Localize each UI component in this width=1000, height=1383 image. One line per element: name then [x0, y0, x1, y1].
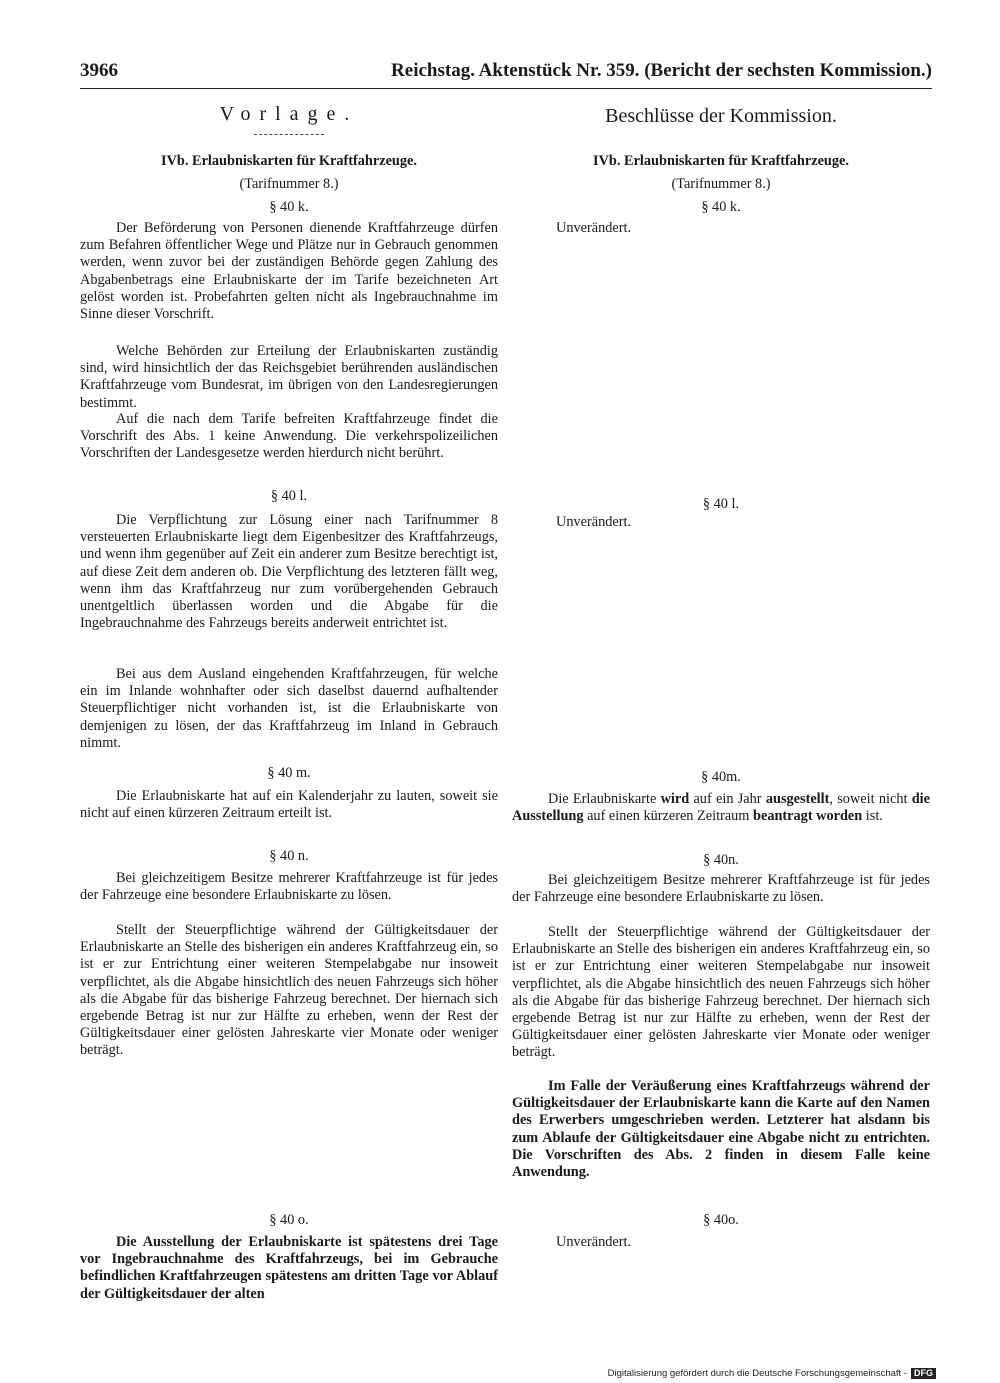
left-40k-paragraph-2: Welche Behörden zur Erteilung der Erlaubniskarten zuständig sind, wird hinsichtlich der das Reichsgebiet berührenden ausländischen Kraftfahrzeuge vom Bundesrat, im übrigen von den Landesregierungen bestimmt.	[80, 343, 498, 411]
right-column-heading: Beschlüsse der Kommission.	[605, 105, 837, 127]
left-para-40m-heading: § 40 m.	[267, 765, 311, 781]
right-40m-text-c: auf ein Jahr	[689, 791, 766, 807]
left-para-40n-heading: § 40 n.	[269, 848, 309, 864]
running-header	[80, 60, 932, 86]
right-para-40k-heading: § 40 k.	[701, 199, 741, 215]
right-para-40l-heading: § 40 l.	[702, 496, 740, 512]
right-40l-unchanged: Unverändert.	[556, 514, 632, 530]
right-para-40m-heading: § 40m.	[701, 769, 741, 785]
left-40n-paragraph-2: Stellt der Steuerpflichtige während der Gültigkeitsdauer der Erlaubniskarte an Stelle des bisherigen ein anderes Kraftfahrzeug ein, so ist er zur Entrichtung einer weiteren Stempelabgabe nur insoweit verpflichtet, als die Abgabe hinsichtlich des neuen Fahrzeugs sich höher als die Abgabe für das bisherige Fahrzeug berechnet. Der hiernach sich ergebende Betrag ist nur zur Hälfte zu erheben, wenn der Rest der Gültigkeitsdauer einer gelösten Jahreskarte vier Monate oder weniger beträgt.	[80, 922, 498, 1059]
left-40l-paragraph-2: Bei aus dem Ausland eingehenden Kraftfahrzeugen, für welche ein im Inlande wohnhafter oder sich daselbst dauernd aufhaltender Steuerpflichtiger nicht vorhanden ist, ist die Erlaubniskarte von demjenigen zu lösen, der das Kraftfahrzeug im Inland in Gebrauch nimmt.	[80, 666, 498, 751]
right-40m-amend-wird: wird	[660, 791, 690, 807]
right-para-40n-heading: § 40n.	[703, 852, 739, 868]
left-section-title: IVb. Erlaubniskarten für Kraftfahrzeuge.	[161, 153, 417, 169]
digitization-credit	[608, 1368, 936, 1379]
right-tariff-number: (Tarifnummer 8.)	[671, 176, 771, 192]
left-40o-paragraph-1: Die Ausstellung der Erlaubniskarte ist spätestens drei Tage vor Ingebrauchnahme des Kraftfahrzeugs, bei im Gebrauche befindlichen Kraftfahrzeugen spätestens am dritten Tage vor Ablauf der Gültigkeitsdauer der alten	[80, 1234, 498, 1302]
left-40k-paragraph-1: Der Beförderung von Personen dienende Kraftfahrzeuge dürfen zum Befahren öffentlicher Wege und Plätze nur in Gebrauch genommen werden, wenn zuvor bei der zuständigen Behörde gegen Zahlung des Abgabenbetrags eine Erlaubniskarte der im Tarife bezeichneten Art gelöst worden ist. Probefahrten gelten nicht als Ingebrauchnahme im Sinne dieser Vorschrift.	[80, 220, 498, 323]
left-para-40o-heading: § 40 o.	[269, 1212, 309, 1228]
left-column-heading: Vorlage.	[219, 103, 359, 125]
right-40m-amend-ausgestellt: ausgestellt	[765, 791, 830, 807]
credit-text: Digitalisierung gefördert durch die Deutsche Forschungsgemeinschaft -	[607, 1368, 907, 1379]
right-40m-text-i: ist.	[862, 808, 883, 825]
left-40n-paragraph-1: Bei gleichzeitigem Besitze mehrerer Kraftfahrzeuge ist für jedes der Fahrzeuge eine besondere Erlaubniskarte zu lösen.	[80, 870, 498, 904]
right-40m-amend-ausstellung: die Ausstellung	[512, 791, 930, 825]
left-heading-rule	[254, 134, 324, 135]
left-40m-paragraph-1: Die Erlaubniskarte hat auf ein Kalenderjahr zu lauten, soweit sie nicht auf einen kürzeren Zeitraum erteilt ist.	[80, 788, 498, 822]
right-40k-unchanged: Unverändert.	[556, 220, 632, 236]
right-40m-paragraph-1	[512, 791, 930, 825]
left-40l-paragraph-1: Die Verpflichtung zur Lösung einer nach Tarifnummer 8 versteuerten Erlaubniskarte liegt dem Eigenbesitzer des Kraftfahrzeugs, und wenn ihm gegenüber auf Zeit ein anderer zum Besitze berechtigt ist, auf diese Zeit dem anderen ob. Die Verpflichtung des letzteren fällt weg, wenn ihm das Kraftfahrzeug nur zum vorübergehenden Gebrauch unentgeltlich überlassen worden und die Abgabe für die Ingebrauchnahme des Fahrzeugs bereits anderweit entrichtet ist.	[80, 512, 498, 632]
left-tariff-number: (Tarifnummer 8.)	[239, 176, 339, 192]
left-para-40l-heading: § 40 l.	[270, 488, 308, 504]
right-40m-text-g: auf einen kürzeren Zeitraum	[583, 808, 754, 825]
right-40n-paragraph-2: Stellt der Steuerpflichtige während der Gültigkeitsdauer der Erlaubniskarte an Stelle des bisherigen ein anderes Kraftfahrzeug ein, so ist er zur Entrichtung einer weiteren Stempelabgabe nur insoweit verpflichtet, als die Abgabe hinsichtlich des neuen Fahrzeugs sich höher als die Abgabe für das bisherige Fahrzeug berechnet. Der hiernach sich ergebende Betrag ist nur zur Hälfte zu erheben, wenn der Rest der Gültigkeitsdauer einer gelösten Jahreskarte vier Monate oder weniger beträgt.	[512, 924, 930, 1061]
right-40n-paragraph-1: Bei gleichzeitigem Besitze mehrerer Kraftfahrzeuge ist für jedes der Fahrzeuge eine besondere Erlaubniskarte zu lösen.	[512, 872, 930, 906]
dfg-logo: DFG	[911, 1368, 936, 1379]
left-40k-paragraph-3: Auf die nach dem Tarife befreiten Kraftfahrzeuge findet die Vorschrift des Abs. 1 keine Anwendung. Die verkehrspolizeilichen Vorschriften der Landesgesetze werden hierdurch nicht berührt.	[80, 411, 498, 462]
right-40m-amend-beantragt: beantragt worden	[753, 808, 863, 825]
right-40o-unchanged: Unverändert.	[556, 1234, 632, 1250]
left-para-40k-heading: § 40 k.	[269, 199, 309, 215]
right-section-title: IVb. Erlaubniskarten für Kraftfahrzeuge.	[593, 153, 849, 169]
header-title: Reichstag. Aktenstück Nr. 359. (Bericht der sechsten Kommission.)	[391, 60, 932, 81]
right-para-40o-heading: § 40o.	[703, 1212, 739, 1228]
right-40n-paragraph-3-amendment: Im Falle der Veräußerung eines Kraftfahrzeugs während der Gültigkeitsdauer der Erlaubniskarte kann die Karte auf den Namen des Erwerbers umgeschrieben werden. Letzterer hat alsdann bis zum Ablaufe der Gültigkeitsdauer eine Abgabe nicht zu entrichten. Die Vorschriften des Abs. 2 finden in diesem Falle keine Anwendung.	[512, 1078, 930, 1181]
header-rule	[80, 88, 932, 89]
right-40m-text-a: Die Erlaubniskarte	[548, 791, 661, 807]
page-number: 3966	[80, 60, 118, 81]
right-40m-text-e: , soweit nicht	[829, 791, 912, 807]
